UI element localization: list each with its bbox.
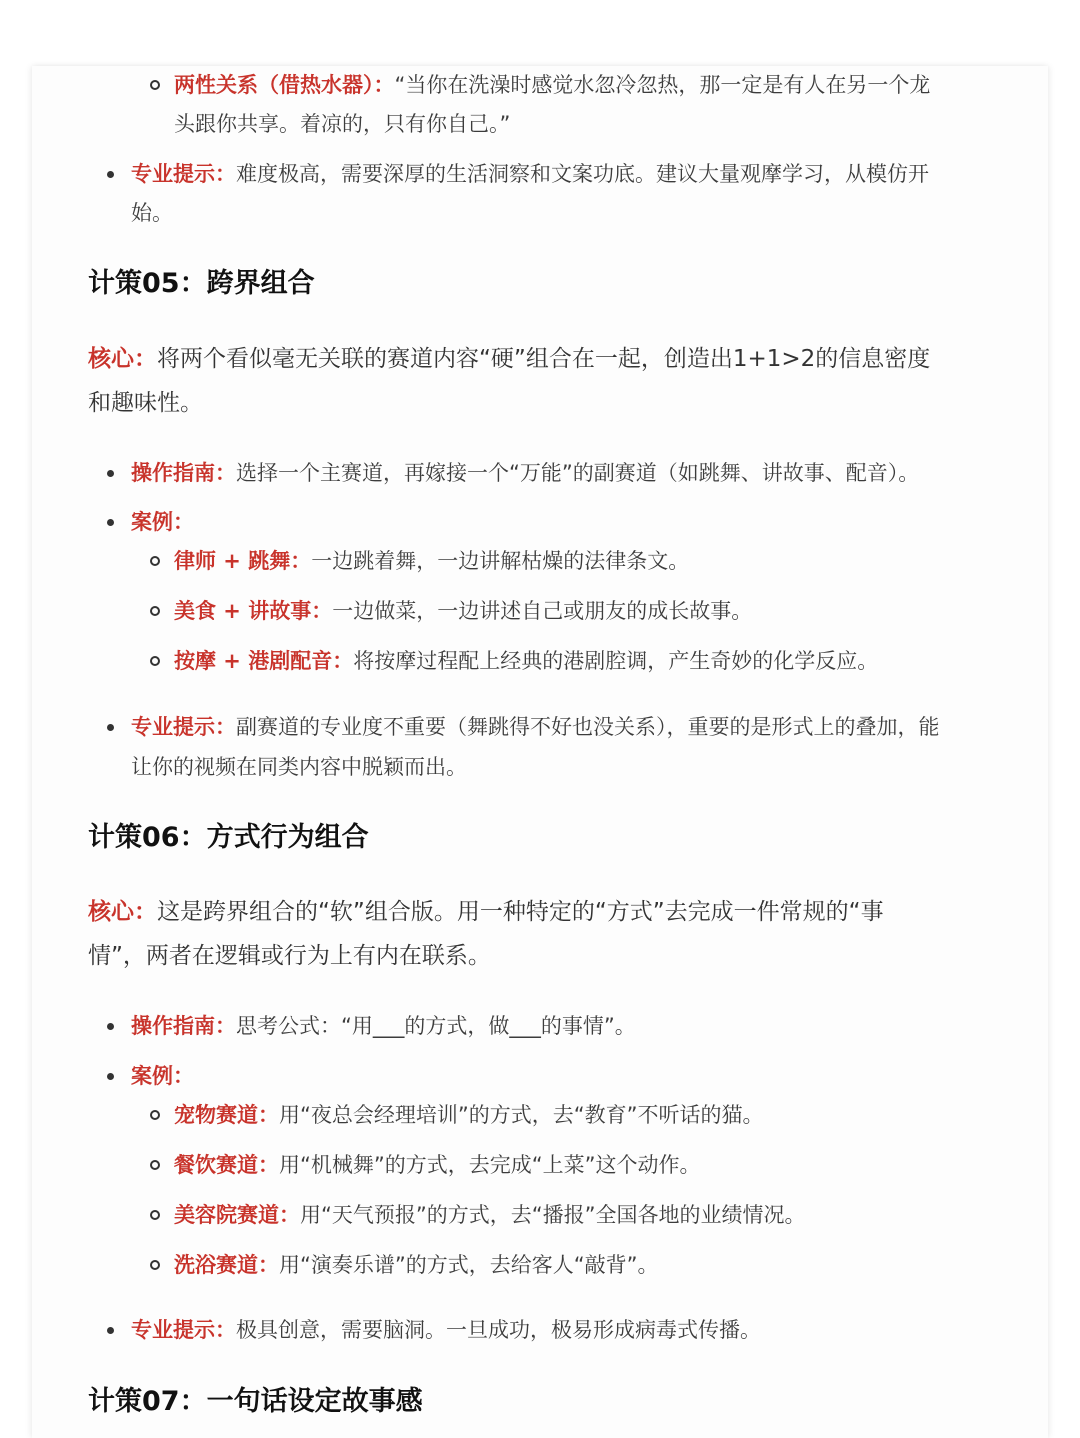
tip-text-cont: 让你的视频在同类内容中脱颖而出。: [131, 755, 467, 779]
sub-bullet: [150, 1160, 160, 1170]
case-item: [174, 1200, 806, 1230]
bullet: [107, 519, 114, 526]
sub-bullet: [150, 556, 160, 566]
case-text: 一边做菜，一边讲述自己或朋友的成长故事。: [332, 599, 753, 623]
tip-item: [131, 159, 929, 189]
tip-item: [131, 1315, 761, 1345]
bullet: [107, 1023, 114, 1030]
case-item: [174, 70, 930, 100]
guide-label: 操作指南：: [131, 1014, 236, 1038]
case-text: 用“机械舞”的方式，去完成“上菜”这个动作。: [279, 1153, 701, 1177]
tip-label: 专业提示：: [131, 162, 236, 186]
tip-label: 专业提示：: [131, 1318, 236, 1342]
case-item: [174, 1250, 659, 1280]
case-text: 一边跳着舞，一边讲解枯燥的法律条文。: [311, 549, 690, 573]
guide-item: [131, 458, 919, 488]
bullet: [107, 724, 114, 731]
tip-text-cont: 始。: [131, 201, 173, 225]
core-label: 核心：: [88, 346, 157, 372]
case-label: 宠物赛道：: [174, 1103, 279, 1127]
case-text: 用“天气预报”的方式，去“播报”全国各地的业绩情况。: [300, 1203, 806, 1227]
case-label: 美食 + 讲故事：: [174, 599, 333, 623]
tip-label: 专业提示：: [131, 715, 236, 739]
bullet: [107, 470, 114, 477]
tip-text: 副赛道的专业度不重要（舞跳得不好也没关系），重要的是形式上的叠加，能: [236, 715, 940, 739]
case-item: [174, 646, 878, 676]
case-label: 美容院赛道：: [174, 1203, 300, 1227]
tip-text: 极具创意，需要脑洞。一旦成功，极易形成病毒式传播。: [236, 1318, 761, 1342]
bullet: [107, 1327, 114, 1334]
case-label: 餐饮赛道：: [174, 1153, 279, 1177]
core-paragraph: [88, 342, 930, 376]
case-label: 律师 + 跳舞：: [174, 549, 312, 573]
core-text-cont: 和趣味性。: [88, 390, 203, 416]
sub-bullet: [150, 1210, 160, 1220]
case-item: [174, 1100, 764, 1130]
bullet: [107, 171, 114, 178]
case-text: “当你在洗澡时感觉水忽冷忽热，那一定是有人在另一个龙: [394, 73, 931, 97]
section-heading: 计策06：方式行为组合: [88, 822, 369, 853]
case-label: 按摩 + 港剧配音：: [174, 649, 354, 673]
sub-bullet: [150, 1260, 160, 1270]
case-text: 用“演奏乐谱”的方式，去给客人“敲背”。: [279, 1253, 659, 1277]
guide-text: 选择一个主赛道，再嫁接一个“万能”的副赛道（如跳舞、讲故事、配音）。: [236, 461, 920, 485]
case-item: [174, 1150, 701, 1180]
case-text: 用“夜总会经理培训”的方式，去“教育”不听话的猫。: [279, 1103, 764, 1127]
case-label: 洗浴赛道：: [174, 1253, 279, 1277]
section-heading: 计策07：一句话设定故事感: [88, 1386, 423, 1417]
cases-label: 案例：: [131, 1064, 194, 1088]
sub-bullet: [150, 606, 160, 616]
tip-text: 难度极高，需要深厚的生活洞察和文案功底。建议大量观摩学习，从模仿开: [236, 162, 929, 186]
core-paragraph: [88, 895, 884, 929]
core-text-cont: 情”，两者在逻辑或行为上有内在联系。: [88, 943, 491, 969]
case-text: 将按摩过程配上经典的港剧腔调，产生奇妙的化学反应。: [353, 649, 879, 673]
case-item: [174, 596, 752, 626]
bullet: [107, 1073, 114, 1080]
section-heading: 计策05：跨界组合: [88, 268, 315, 299]
guide-item: [131, 1011, 636, 1041]
sub-bullet: [150, 80, 160, 90]
sub-bullet: [150, 656, 160, 666]
case-item: [174, 546, 689, 576]
top-margin: [0, 0, 1080, 66]
core-text: 这是跨界组合的“软”组合版。用一种特定的“方式”去完成一件常规的“事: [157, 899, 884, 925]
article-page: [32, 66, 1048, 1438]
cases-label: 案例：: [131, 510, 194, 534]
sub-bullet: [150, 1110, 160, 1120]
guide-label: 操作指南：: [131, 461, 236, 485]
case-text-cont: 头跟你共享。着凉的，只有你自己。”: [174, 112, 511, 136]
core-label: 核心：: [88, 899, 157, 925]
core-text: 将两个看似毫无关联的赛道内容“硬”组合在一起，创造出1+1>2的信息密度: [157, 346, 931, 372]
guide-text: 思考公式：“用___的方式，做___的事情”。: [236, 1014, 636, 1038]
tip-item: [131, 712, 940, 742]
case-label: 两性关系（借热水器）：: [174, 73, 395, 97]
